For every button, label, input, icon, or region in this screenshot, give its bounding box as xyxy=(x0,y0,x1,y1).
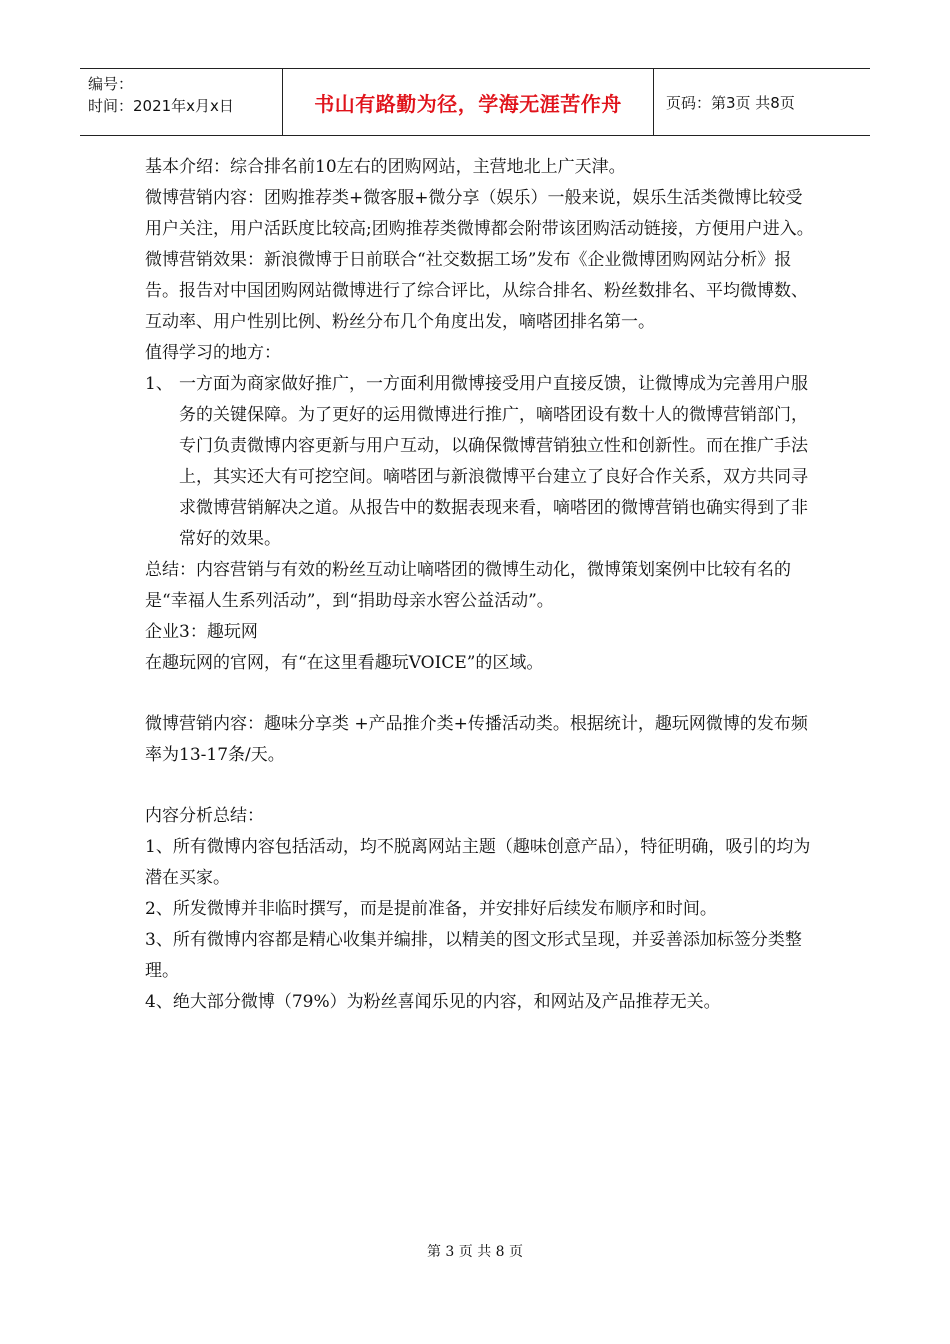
paragraph-intro: 基本介绍：综合排名前10左右的团购网站，主营地北上广天津。 xyxy=(145,157,626,177)
document-body xyxy=(145,152,815,1018)
paragraph-weibo-marketing: 微博营销内容：趣味分享类 +产品推介类+传播活动类。根据统计，趣玩网微博的发布频率为13-17条/天。 xyxy=(145,714,808,765)
analysis-item: 3、所有微博内容都是精心收集并编排，以精美的图文形式呈现，并妥善添加标签分类整理。 xyxy=(145,930,802,981)
list-item xyxy=(145,369,815,555)
analysis-item: 2、所发微博并非临时撰写，而是提前准备，并安排好后续发布顺序和时间。 xyxy=(145,899,717,919)
list-number: 1、 xyxy=(145,374,173,394)
paragraph-official-site: 在趣玩网的官网，有“在这里看趣玩VOICE”的区域。 xyxy=(145,653,544,673)
paragraph-weibo-effect: 微博营销效果：新浪微博于日前联合“社交数据工场”发布《企业微博团购网站分析》报告。报告对中国团购网站微博进行了综合评比，从综合排名、粉丝数排名、平均微博数、互动率、用户性别比例、粉丝分布几个角度出发，嘀嗒团排名第一。 xyxy=(145,250,808,332)
code-label: 编号： xyxy=(88,75,134,93)
analysis-item: 1、所有微博内容包括活动，均不脱离网站主题（趣味创意产品），特征明确，吸引的均为潜在买家。 xyxy=(145,837,811,888)
time-label: 时间：2021年x月x日 xyxy=(88,97,234,115)
page-header xyxy=(80,68,870,136)
paragraph-analysis-title: 内容分析总结： xyxy=(145,806,264,826)
list-text: 一方面为商家做好推广，一方面利用微博接受用户直接反馈，让微博成为完善用户服务的关键保障。为了更好的运用微博进行推广，嘀嗒团设有数十人的微博营销部门，专门负责微博内容更新与用户互动，以确保微博营销独立性和创新性。而在推广手法上，其实还大有可挖空间。嘀嗒团与新浪微博平台建立了良好合作关系，双方共同寻求微博营销解决之道。从报告中的数据表现来看，嘀嗒团的微博营销也确实得到了非常好的效果。 xyxy=(179,374,808,549)
paragraph-company3: 企业3：趣玩网 xyxy=(145,622,258,642)
paragraph-summary: 总结：内容营销与有效的粉丝互动让嘀嗒团的微博生动化，微博策划案例中比较有名的是“幸福人生系列活动”，到“捐助母亲水窖公益活动”。 xyxy=(145,560,791,611)
header-page-info: 页码：第3页 共8页 xyxy=(666,93,795,112)
header-left-cell xyxy=(80,69,283,135)
paragraph-learning-title: 值得学习的地方： xyxy=(145,343,281,363)
page-footer: 第 3 页 共 8 页 xyxy=(426,1244,524,1260)
paragraph-weibo-content: 微博营销内容：团购推荐类+微客服+微分享（娱乐）一般来说，娱乐生活类微博比较受用户关注，用户活跃度比较高;团购推荐类微博都会附带该团购活动链接，方便用户进入。 xyxy=(145,188,814,239)
analysis-item: 4、绝大部分微博（79%）为粉丝喜闻乐见的内容，和网站及产品推荐无关。 xyxy=(145,992,721,1012)
header-motto: 书山有路勤为径，学海无涯苦作舟 xyxy=(283,69,654,135)
